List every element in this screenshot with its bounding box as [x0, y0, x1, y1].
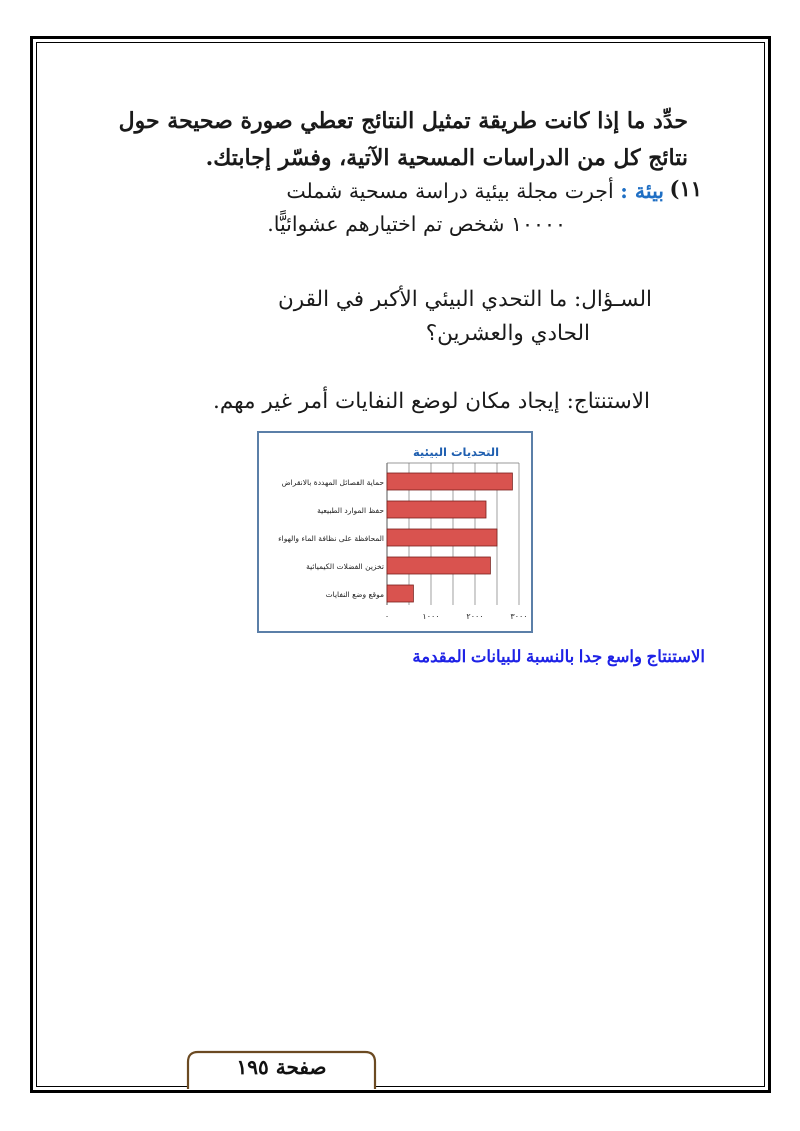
- chart-bar: [387, 473, 512, 490]
- chart-bar: [387, 585, 413, 602]
- question-line-1: [286, 179, 664, 203]
- x-tick-label: ١٠٠٠: [422, 612, 440, 621]
- conclusion-text: الاستنتاج: إيجاد مكان لوضع النفايات أمر غير مهم.: [212, 389, 650, 414]
- survey-question-line-1: السـؤال: ما التحدي البيئي الأكبر في القرن: [277, 287, 652, 312]
- page-number-tab: [186, 1050, 377, 1088]
- x-tick-label: ٠: [384, 612, 390, 621]
- category-label: حفظ الموارد الطبيعية: [317, 506, 384, 515]
- question-text-1: أجرت مجلة بيئية دراسة مسحية شملت: [286, 179, 614, 203]
- question-text-2: ١٠٠٠٠ شخص تم اختيارهم عشوائيًّا.: [267, 212, 566, 236]
- category-label: موقع وضع النفايات: [325, 590, 384, 599]
- chart-bar: [387, 557, 490, 574]
- category-label: حماية الفصائل المهددة بالانقراض: [281, 478, 384, 487]
- x-tick-label: ٣٠٠٠: [510, 612, 528, 621]
- chart-bar: [387, 529, 497, 546]
- bar-chart: [259, 433, 531, 631]
- x-tick-label: ٢٠٠٠: [466, 612, 484, 621]
- survey-question-line-2: الحادي والعشرين؟: [425, 321, 590, 346]
- category-label: تخزين الفضلات الكيميائية: [306, 562, 384, 571]
- question-number: ١١): [669, 176, 702, 201]
- instructions-text: حدِّد ما إذا كانت طريقة تمثيل النتائج تعطي صورة صحيحة حول نتائج كل من الدراسات المسحية الآتية، وفسّر إجابتك.: [118, 108, 688, 171]
- question-topic: بيئة :: [620, 179, 664, 203]
- chart-bar: [387, 501, 486, 518]
- chart-title: التحديات البيئية: [412, 445, 500, 459]
- page-number: صفحة ١٩٥: [236, 1055, 327, 1079]
- chart-figure: [257, 431, 533, 633]
- answer-text: الاستنتاج واسع جدا بالنسبة للبيانات المقدمة: [412, 648, 705, 666]
- category-label: المحافظة على نظافة الماء والهواء: [278, 534, 384, 543]
